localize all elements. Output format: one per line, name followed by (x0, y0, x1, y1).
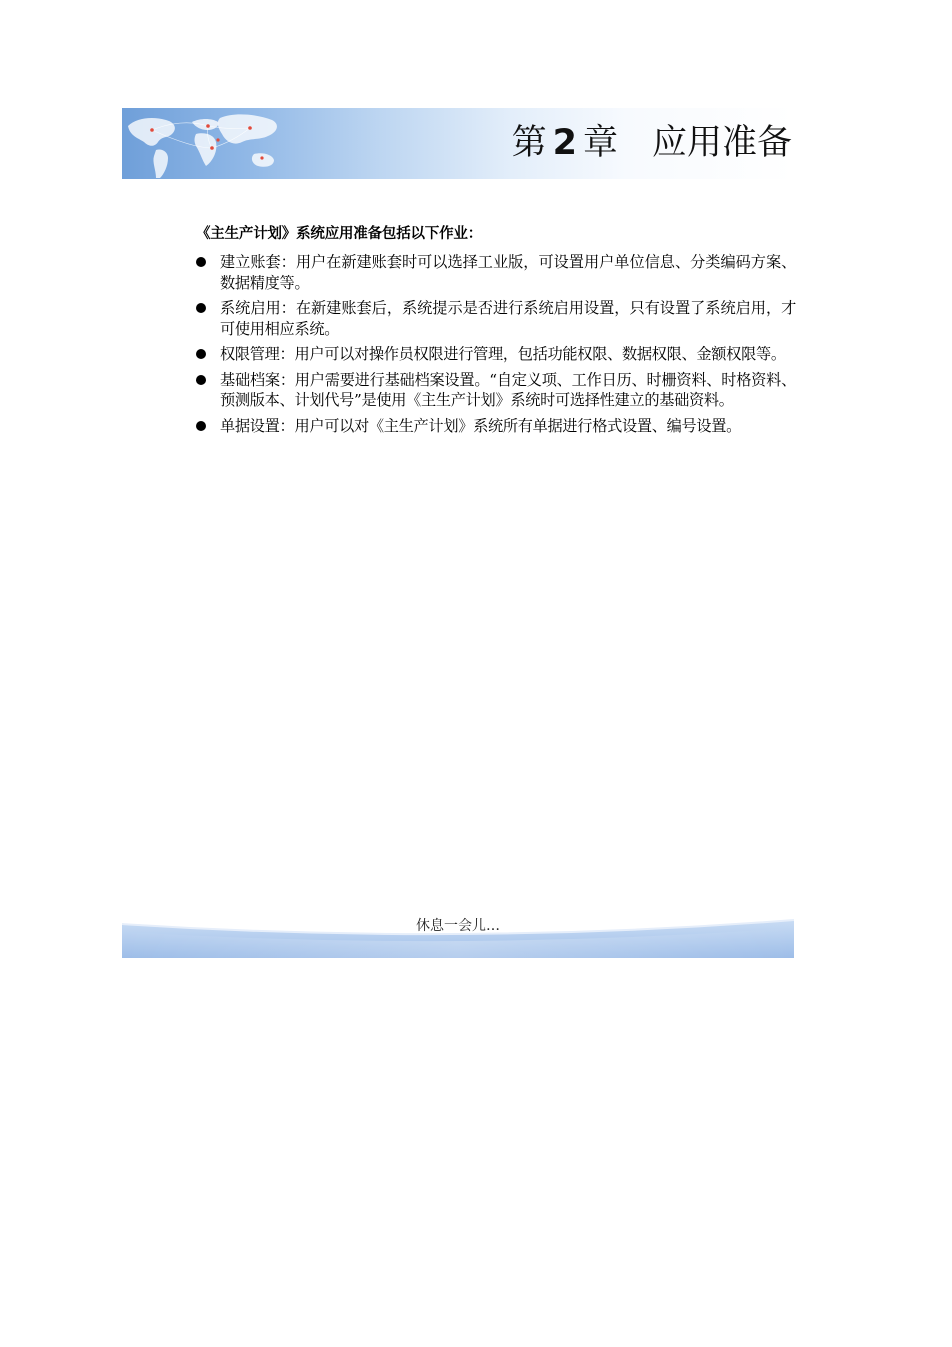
list-item (196, 370, 796, 411)
list-item-text: 系统启用：在新建账套后，系统提示是否进行系统启用设置，只有设置了系统启用，才可使用相应系统。 (220, 299, 796, 338)
bullet-dot-icon (196, 375, 206, 385)
list-item-text: 单据设置：用户可以对《主生产计划》系统所有单据进行格式设置、编号设置。 (220, 416, 742, 435)
chapter-heading (512, 122, 792, 164)
list-item-text: 建立账套：用户在新建账套时可以选择工业版，可设置用户单位信息、分类编码方案、数据精度等。 (220, 253, 796, 292)
intro-paragraph: 《主生产计划》系统应用准备包括以下作业： (196, 226, 482, 242)
chapter-banner (122, 108, 794, 179)
list-item-text: 权限管理：用户可以对操作员权限进行管理，包括功能权限、数据权限、金额权限等。 (220, 345, 786, 363)
bullet-dot-icon (196, 421, 206, 431)
bullet-dot-icon (196, 349, 206, 359)
task-list (196, 252, 796, 436)
list-item (196, 344, 796, 365)
bullet-dot-icon (196, 303, 206, 313)
list-item (196, 252, 796, 293)
list-item-text: 基础档案：用户需要进行基础档案设置。“自定义项、工作日历、时栅资料、时格资料、预测版本、计划代号”是使用《主生产计划》系统时可选择性建立的基础资料。 (220, 370, 796, 409)
chapter-body (196, 224, 796, 441)
list-item (196, 416, 796, 437)
chapter-number: 2 (552, 123, 577, 163)
footer-caption: 休息一会儿… (416, 918, 500, 934)
chapter-suffix: 章 (582, 123, 618, 163)
world-map-icon (122, 108, 292, 179)
bullet-dot-icon (196, 257, 206, 267)
chapter-title: 应用准备 (651, 123, 792, 163)
chapter-prefix: 第 (511, 123, 547, 163)
footer-band (122, 912, 794, 958)
list-item (196, 298, 796, 339)
